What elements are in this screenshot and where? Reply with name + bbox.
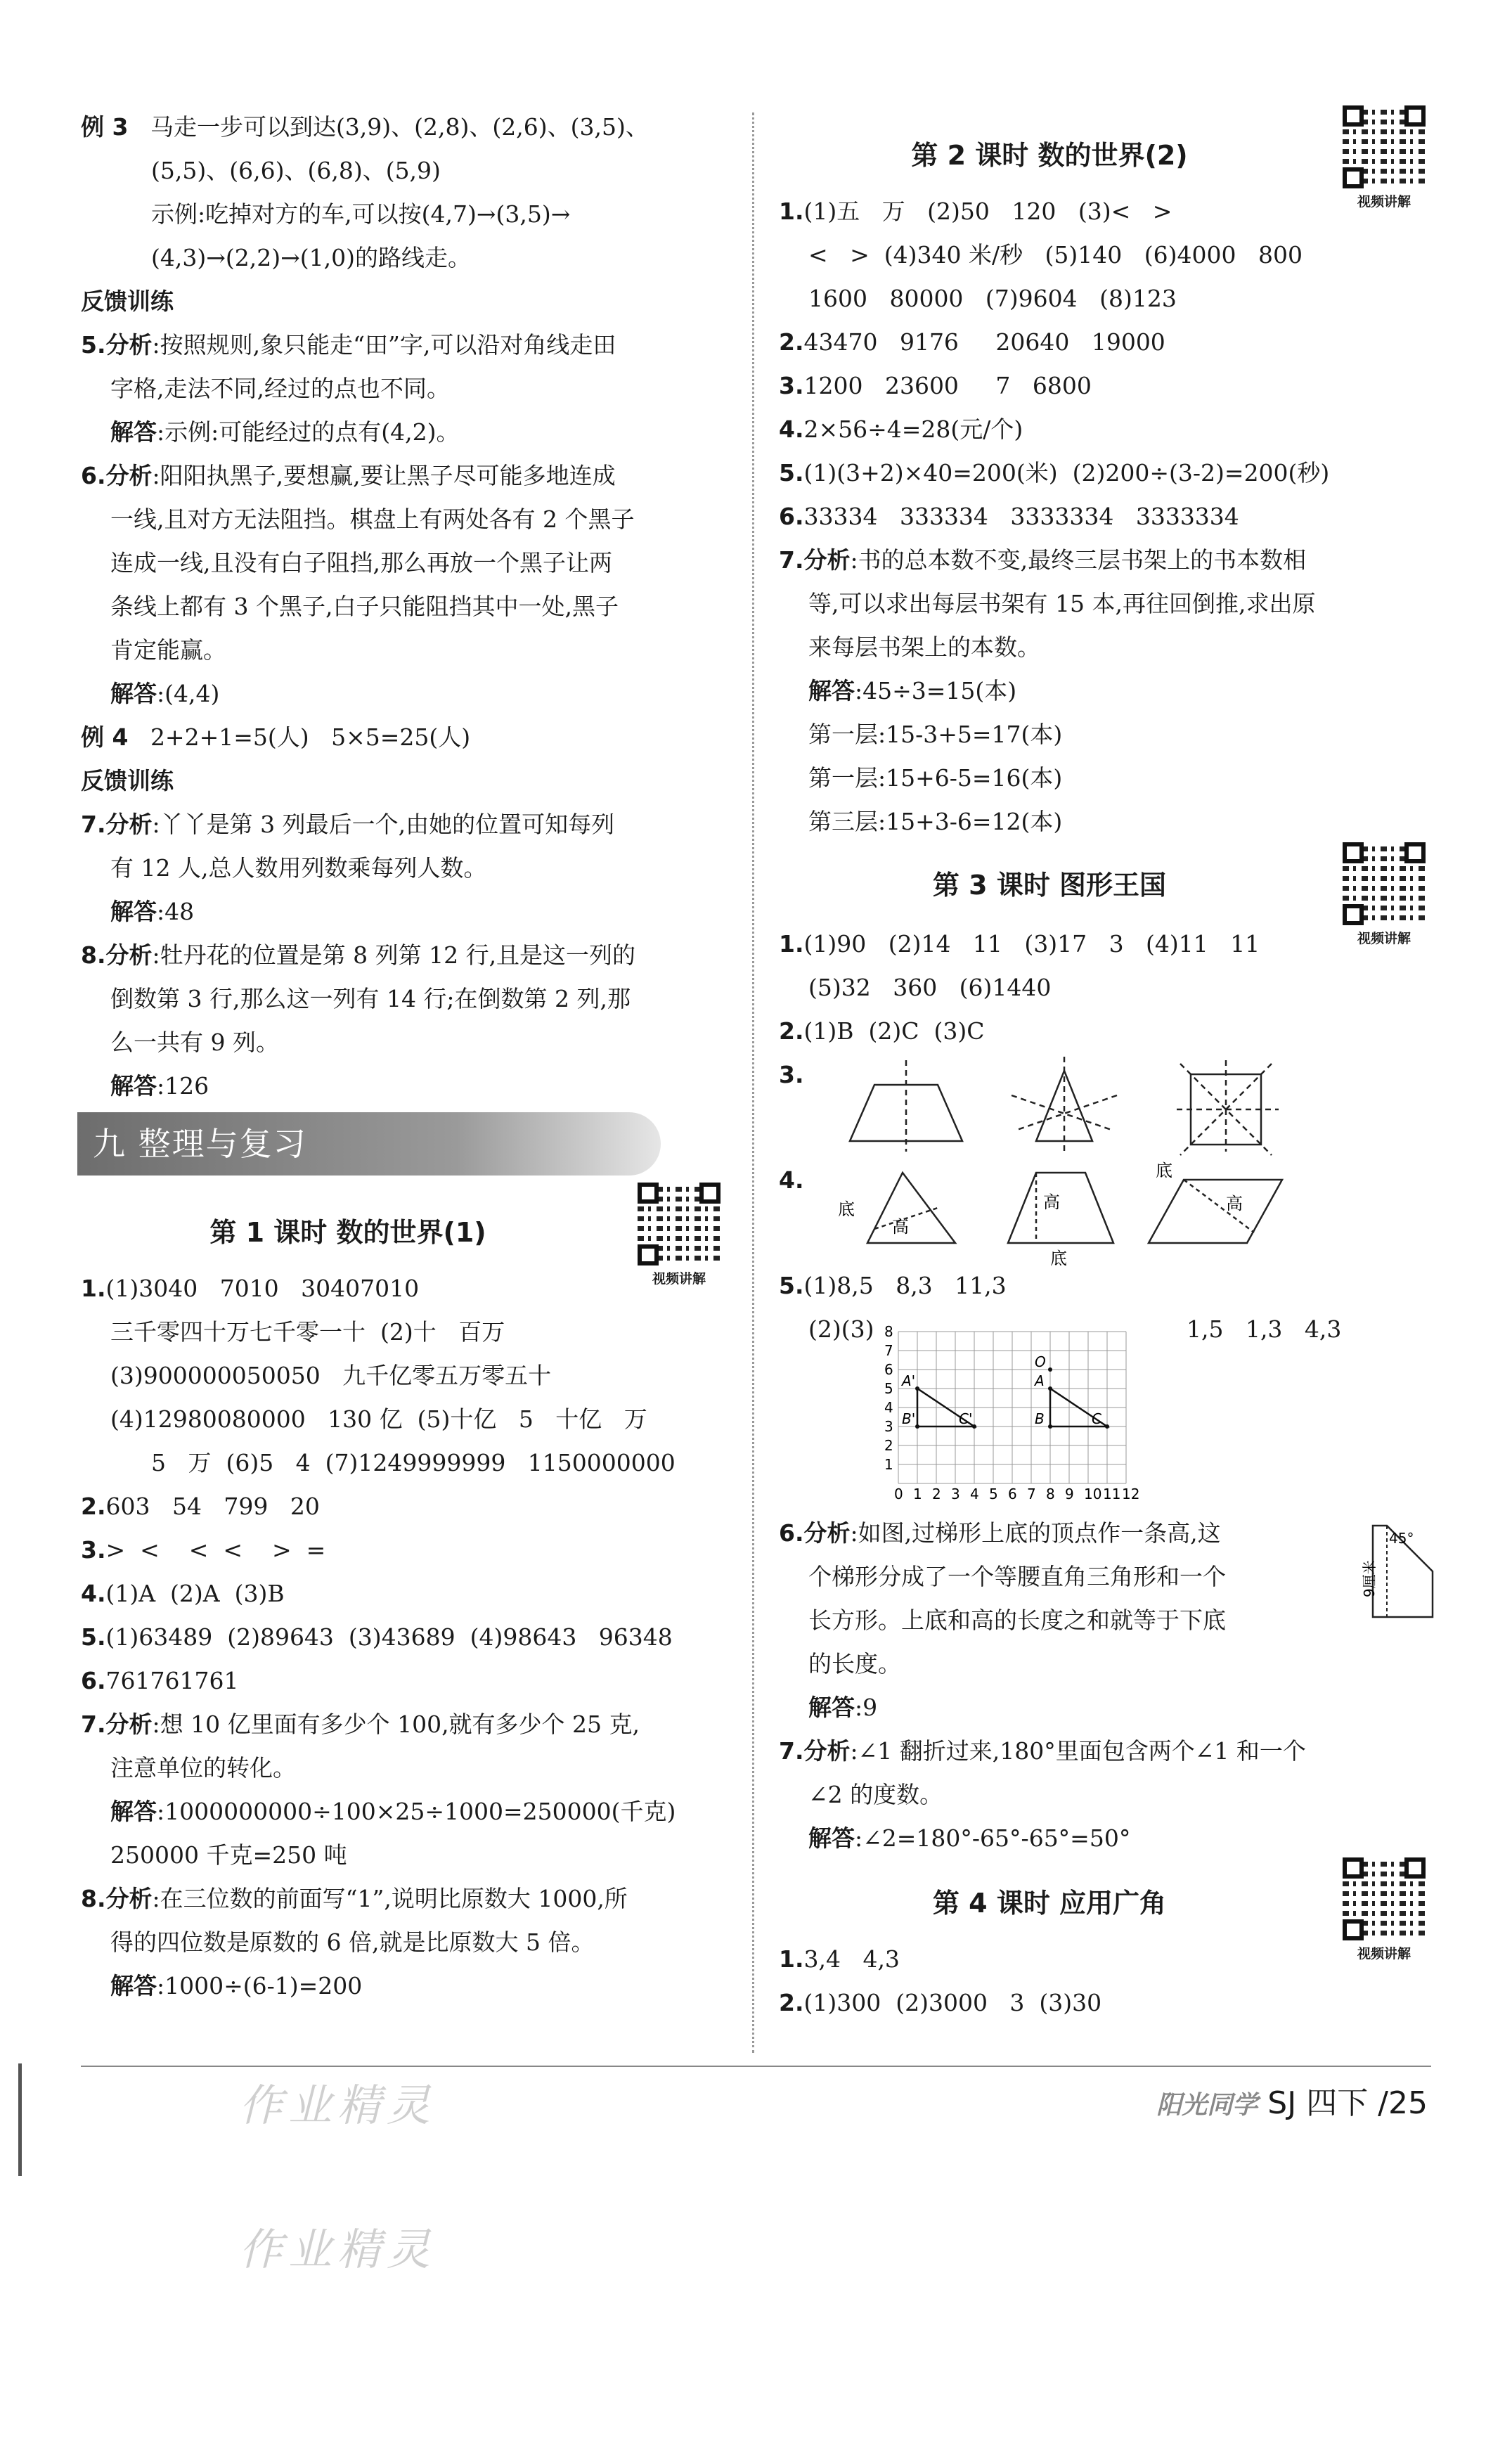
answer-line: 250000 千克=250 吨 — [110, 1841, 347, 1869]
data-point — [972, 1424, 976, 1429]
point-label: O — [1035, 1353, 1046, 1370]
l2-question-1: 1.(1)五 万 (2)50 120 (3)< > — [779, 198, 1172, 225]
answer: 解答:示例:可能经过的点有(4,2)。 — [110, 418, 460, 446]
footer-rule — [81, 2066, 1431, 2067]
x-tick-label: 6 — [1008, 1486, 1017, 1502]
l1-question-6: 6.761761761 — [81, 1667, 239, 1694]
question-8: 8.分析:牡丹花的位置是第 8 列第 12 行,且是这一列的 — [81, 941, 636, 969]
l3-question-5: 5.(1)8,5 8,3 11,3 — [779, 1272, 1007, 1299]
footer-brand — [1156, 2078, 1428, 2123]
question-line: 个梯形分成了一个等腰直角三角形和一个 — [808, 1563, 1226, 1590]
x-tick-label: 11 — [1103, 1486, 1121, 1502]
y-tick-label: 6 — [884, 1361, 893, 1378]
svg-text:45°: 45° — [1389, 1530, 1414, 1547]
question-line: 长方形。上底和高的长度之和就等于下底 — [808, 1606, 1226, 1634]
answer-line: 第一层:15+6-5=16(本) — [808, 764, 1063, 792]
lesson-title: 第 1 课时 数的世界(1) — [209, 1217, 486, 1248]
qr-icon — [1343, 105, 1426, 188]
answer-line: 第一层:15-3+5=17(本) — [808, 721, 1063, 748]
y-tick-label: 1 — [884, 1456, 893, 1473]
lesson-title: 第 2 课时 数的世界(2) — [911, 140, 1188, 171]
l1-question-8: 8.分析:在三位数的前面写“1”,说明比原数大 1000,所 — [81, 1885, 628, 1912]
point-label: A' — [902, 1372, 916, 1389]
height-figures — [832, 1159, 1395, 1268]
svg-text:高: 高 — [1042, 1192, 1060, 1212]
l1-question-1: 1.(1)3040 7010 30407010 — [81, 1275, 420, 1302]
example-3-line: (5,5)、(6,6)、(6,8)、(5,9) — [151, 157, 441, 184]
l2-question-3: 3.1200 23600 7 6800 — [779, 372, 1092, 399]
page-tag: SJ 四下 /25 — [1267, 2085, 1428, 2121]
question-line: 连成一线,且没有白子阻挡,那么再放一个黑子让两 — [110, 549, 612, 577]
data-point — [915, 1424, 919, 1429]
triangle-shape — [867, 1173, 955, 1243]
answer: 解答:45÷3=15(本) — [808, 677, 1017, 704]
qr-code[interactable] — [1343, 1857, 1426, 1962]
lesson-2-header — [779, 112, 1433, 210]
question-line: 三千零四十万七千零一十 (2)十 百万 — [110, 1318, 505, 1346]
question-line: 字格,走法不同,经过的点也不同。 — [110, 375, 450, 402]
question-7: 7.分析:丫丫是第 3 列最后一个,由她的位置可知每列 — [81, 811, 615, 838]
point-label: A — [1035, 1372, 1045, 1389]
l2-question-6: 6.33334 333334 3333334 3333334 — [779, 503, 1239, 530]
example-3: 例 3 马走一步可以到达(3,9)、(2,8)、(2,6)、(3,5)、 — [81, 113, 649, 141]
l3-question-1: 1.(1)90 (2)14 11 (3)17 3 (4)11 11 — [779, 930, 1260, 958]
question-line: 的长度。 — [808, 1650, 901, 1677]
question-line: < > (4)340 米/秒 (5)140 (6)4000 800 — [808, 241, 1303, 269]
y-tick-label: 3 — [884, 1418, 893, 1435]
question-5: 5.分析:按照规则,象只能走“田”字,可以沿对角线走田 — [81, 331, 616, 359]
question-line: 一线,且对方无法阻挡。棋盘上有两处各有 2 个黑子 — [110, 505, 635, 533]
question-line: ∠2 的度数。 — [808, 1781, 943, 1808]
qr-code[interactable] — [1343, 842, 1426, 947]
question-line: 倒数第 3 行,那么这一列有 14 行;在倒数第 2 列,那 — [110, 985, 631, 1012]
question-line: 有 12 人,总人数用列数乘每列人数。 — [110, 854, 487, 882]
l1-question-2: 2.603 54 799 20 — [81, 1493, 320, 1520]
feedback-heading: 反馈训练 — [81, 288, 174, 315]
brand-logo: 阳光同学 — [1156, 2091, 1258, 2120]
answer: 解答:9 — [808, 1694, 878, 1721]
question-line: 么一共有 9 列。 — [110, 1029, 279, 1056]
question-line: 得的四位数是原数的 6 倍,就是比原数大 5 倍。 — [110, 1928, 595, 1956]
l4-question-1: 1.3,4 4,3 — [779, 1945, 900, 1973]
data-point — [1105, 1424, 1109, 1429]
answer: 解答:∠2=180°-65°-65°=50° — [808, 1824, 1131, 1852]
question-6: 6.分析:阳阳执黑子,要想赢,要让黑子尽可能多地连成 — [81, 462, 616, 489]
data-point — [1048, 1386, 1052, 1391]
l3-question-2: 2.(1)B (2)C (3)C — [779, 1017, 985, 1045]
y-tick-label: 2 — [884, 1437, 893, 1454]
question-line: 等,可以求出每层书架有 15 本,再往回倒推,求出原 — [808, 590, 1316, 617]
x-tick-label: 8 — [1046, 1486, 1055, 1502]
lesson-title: 第 3 课时 图形王国 — [932, 870, 1167, 901]
symmetry-figures — [832, 1053, 1381, 1152]
chapter-banner: 九 整理与复习 — [77, 1112, 661, 1176]
left-column — [81, 105, 728, 2008]
qr-code[interactable] — [1343, 105, 1426, 210]
data-point — [1048, 1424, 1052, 1429]
l1-question-4: 4.(1)A (2)A (3)B — [81, 1580, 285, 1607]
question-line: 注意单位的转化。 — [110, 1754, 296, 1782]
x-tick-label: 2 — [932, 1486, 941, 1502]
x-tick-label: 3 — [951, 1486, 960, 1502]
l4-question-2: 2.(1)300 (2)3000 3 (3)30 — [779, 1989, 1102, 2016]
l1-question-7: 7.分析:想 10 亿里面有多少个 100,就有多少个 25 克, — [81, 1711, 640, 1738]
qr-icon — [638, 1183, 721, 1265]
question-line: 条线上都有 3 个黑子,白子只能阻挡其中一处,黑子 — [110, 593, 619, 620]
x-tick-label: 12 — [1122, 1486, 1140, 1502]
l2-question-7: 7.分析:书的总本数不变,最终三层书架上的书本数相 — [779, 546, 1307, 574]
svg-text:底: 底 — [837, 1199, 855, 1219]
point-label: B — [1035, 1410, 1045, 1427]
trapezoid-diagram — [1348, 1519, 1440, 1624]
parallelogram-shape — [1149, 1180, 1282, 1243]
lesson-1-header — [81, 1183, 728, 1287]
question-line: 来每层书架上的本数。 — [808, 633, 1040, 661]
qr-caption: 视频讲解 — [652, 1271, 706, 1287]
l1-question-5: 5.(1)63489 (2)89643 (3)43689 (4)98643 96348 — [81, 1623, 673, 1651]
svg-text:底: 底 — [1155, 1161, 1172, 1180]
svg-text:9厘米: 9厘米 — [1361, 1560, 1378, 1597]
l2-question-5: 5.(1)(3+2)×40=200(米) (2)200÷(3-2)=200(秒) — [779, 459, 1330, 487]
watermark: 作业精灵 — [239, 2080, 437, 2131]
question-line: 1600 80000 (7)9604 (8)123 — [808, 285, 1177, 312]
l1-question-3: 3.> < < < > = — [81, 1536, 326, 1564]
coordinate-grid — [877, 1308, 1172, 1512]
feedback-heading: 反馈训练 — [81, 767, 174, 794]
qr-code[interactable] — [638, 1183, 721, 1287]
qr-caption: 视频讲解 — [1357, 1946, 1411, 1962]
answer: 解答:1000000000÷100×25÷1000=250000(千克) — [110, 1798, 676, 1825]
answer: 解答:48 — [110, 898, 195, 925]
l3-question-6 — [779, 1512, 1433, 1730]
svg-text:底: 底 — [1049, 1249, 1067, 1268]
l3-question-3: 3. — [779, 1053, 1433, 1159]
l3-question-7: 7.分析:∠1 翻折过来,180°里面包含两个∠1 和一个 — [779, 1737, 1306, 1765]
l2-question-2: 2.43470 9176 20640 19000 — [779, 328, 1165, 356]
svg-text:高: 高 — [891, 1217, 909, 1237]
example-3-line: 示例:吃掉对方的车,可以按(4,7)→(3,5)→ — [151, 200, 571, 228]
question-line: (3)900000050050 九千亿零五万零五十 — [110, 1362, 552, 1389]
x-tick-label: 5 — [989, 1486, 998, 1502]
question-line: 1,5 1,3 4,3 — [1187, 1315, 1342, 1343]
grid-figure-block — [779, 1308, 1433, 1512]
example-3-line: (4,3)→(2,2)→(1,0)的路线走。 — [151, 244, 471, 271]
answer: 解答:(4,4) — [110, 680, 220, 707]
question-line: (4)12980080000 130 亿 (5)十亿 5 十亿 万 — [110, 1405, 647, 1433]
question-line: 5 万 (6)5 4 (7)1249999999 1150000000 — [151, 1449, 676, 1476]
data-point — [1048, 1367, 1052, 1372]
page-edge-bar — [18, 2063, 22, 2176]
x-tick-label: 4 — [970, 1486, 979, 1502]
answer: 解答:126 — [110, 1072, 209, 1100]
y-tick-label: 7 — [884, 1342, 893, 1359]
question-line: 肯定能赢。 — [110, 636, 226, 664]
y-tick-label: 5 — [884, 1380, 893, 1397]
question-line: (5)32 360 (6)1440 — [808, 974, 1052, 1001]
watermark: 作业精灵 — [239, 2224, 437, 2275]
point-label: C — [1092, 1410, 1101, 1427]
x-tick-label: 7 — [1027, 1486, 1036, 1502]
l2-question-4: 4.2×56÷4=28(元/个) — [779, 416, 1023, 443]
qr-caption: 视频讲解 — [1357, 931, 1411, 946]
data-point — [915, 1386, 919, 1391]
answer: 解答:1000÷(6-1)=200 — [110, 1972, 363, 1999]
question-line: (2)(3) — [808, 1315, 874, 1343]
qr-caption: 视频讲解 — [1357, 194, 1411, 210]
point-label: B' — [902, 1410, 916, 1427]
point-label: C' — [959, 1410, 973, 1427]
qr-icon — [1343, 842, 1426, 925]
lesson-title: 第 4 课时 应用广角 — [932, 1888, 1167, 1919]
x-tick-label: 0 — [894, 1486, 903, 1502]
x-tick-label: 10 — [1084, 1486, 1102, 1502]
example-4: 例 4 2+2+1=5(人) 5×5=25(人) — [81, 723, 471, 751]
column-divider — [752, 112, 754, 2053]
l3-question-4: 4. 底 高 高 底 底 高 — [779, 1159, 1433, 1264]
y-tick-label: 8 — [884, 1323, 893, 1340]
y-tick-label: 4 — [884, 1399, 893, 1416]
x-tick-label: 9 — [1065, 1486, 1074, 1502]
qr-icon — [1343, 1857, 1426, 1940]
trapezoid-shape — [1008, 1173, 1113, 1243]
svg-text:高: 高 — [1225, 1194, 1243, 1213]
x-tick-label: 1 — [913, 1486, 922, 1502]
right-column — [779, 112, 1433, 2025]
answer-line: 第三层:15+3-6=12(本) — [808, 808, 1063, 835]
question-line: 6.分析:如图,过梯形上底的顶点作一条高,这 — [779, 1519, 1221, 1547]
